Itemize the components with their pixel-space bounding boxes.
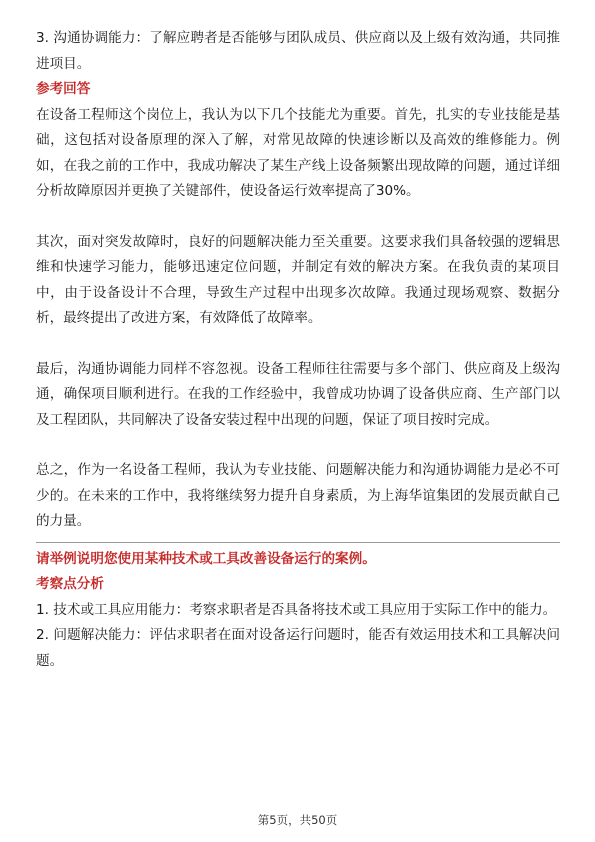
reference-answer-heading: 参考回答 [36, 81, 91, 97]
document-page [36, 26, 560, 674]
page-number: 第5页，共50页 [257, 813, 338, 827]
criteria-item-3: 3. 沟通协调能力：了解应聘者是否能够与团队成员、供应商以及上级有效沟通，共同推进项目。 [36, 30, 560, 72]
section-divider [36, 542, 560, 543]
answer-paragraph-1: 在设备工程师这个岗位上，我认为以下几个技能尤为重要。首先，扎实的专业技能是基础，这包括对设备原理的深入了解，对常见故障的快速诊断以及高效的维修能力。例如，在我之前的工作中，我成功解决了某生产线上设备频繁出现故障的问题，通过详细分析故障原因并更换了关键部件，使设备运行效率提高了30%。 [36, 106, 560, 199]
answer-paragraph-4: 总之，作为一名设备工程师，我认为专业技能、问题解决能力和沟通协调能力是必不可少的。在未来的工作中，我将继续努力提升自身素质，为上海华谊集团的发展贡献自己的力量。 [36, 462, 560, 529]
paragraph-gap [36, 332, 560, 357]
analysis-item-2: 2. 问题解决能力：评估求职者在面对设备运行问题时，能否有效运用技术和工具解决问题。 [36, 627, 560, 669]
paragraph-gap [36, 433, 560, 458]
answer-paragraph-2: 其次，面对突发故障时，良好的问题解决能力至关重要。这要求我们具备较强的逻辑思维和快速学习能力，能够迅速定位问题，并制定有效的解决方案。在我负责的某项目中，由于设备设计不合理，导致生产过程中出现多次故障。我通过现场观察、数据分析，最终提出了改进方案，有效降低了故障率。 [36, 233, 560, 326]
question-title: 请举例说明您使用某种技术或工具改善设备运行的案例。 [36, 550, 376, 567]
analysis-heading: 考察点分析 [36, 576, 104, 592]
analysis-item-1: 1. 技术或工具应用能力：考察求职者是否具备将技术或工具应用于实际工作中的能力。 [36, 601, 557, 618]
paragraph-gap [36, 205, 560, 230]
answer-paragraph-3: 最后，沟通协调能力同样不容忽视。设备工程师往往需要与多个部门、供应商及上级沟通，确保项目顺利进行。在我的工作经验中，我曾成功协调了设备供应商、生产部门以及工程团队，共同解决了设备安装过程中出现的问题，保证了项目按时完成。 [36, 360, 560, 428]
